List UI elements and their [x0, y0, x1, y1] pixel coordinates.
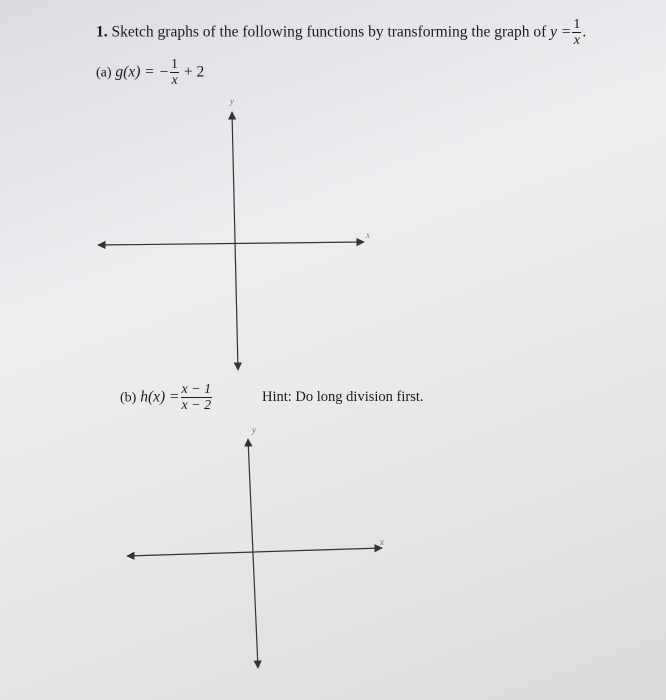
part-a-x-axis [98, 242, 364, 245]
part-b-x-axis [127, 548, 382, 556]
base-function-lhs: y = [550, 23, 572, 41]
part-a-lhs: g(x) = − [115, 63, 170, 81]
part-b-lhs: h(x) = [140, 388, 180, 406]
problem-text: Sketch graphs of the following functions by transforming the graph of [111, 23, 547, 41]
part-a-numerator: 1 [171, 57, 179, 72]
part-b-y-axis [248, 439, 258, 668]
base-function-numerator: 1 [573, 17, 581, 32]
part-a-y-axis-label: y [230, 96, 234, 106]
part-a-y-axis [232, 112, 238, 370]
part-a-denominator: x [171, 73, 178, 88]
part-b-axes [127, 439, 382, 668]
part-b-y-axis-label: y [252, 425, 256, 435]
problem-number: 1. [96, 23, 108, 41]
base-function-trailing: . [582, 23, 587, 41]
part-b-denominator: x − 2 [181, 398, 212, 413]
part-b-label: (b) [120, 390, 137, 406]
part-b-x-axis-label: x [380, 537, 384, 547]
part-a-label: (a) [96, 65, 112, 81]
part-b-hint: Hint: Do long division first. [262, 389, 424, 405]
part-a-x-axis-label: x [366, 230, 370, 240]
part-a-suffix: + 2 [183, 63, 205, 81]
base-function-denominator: x [573, 33, 580, 48]
part-a-axes [98, 112, 364, 370]
part-b-numerator: x − 1 [181, 382, 212, 397]
